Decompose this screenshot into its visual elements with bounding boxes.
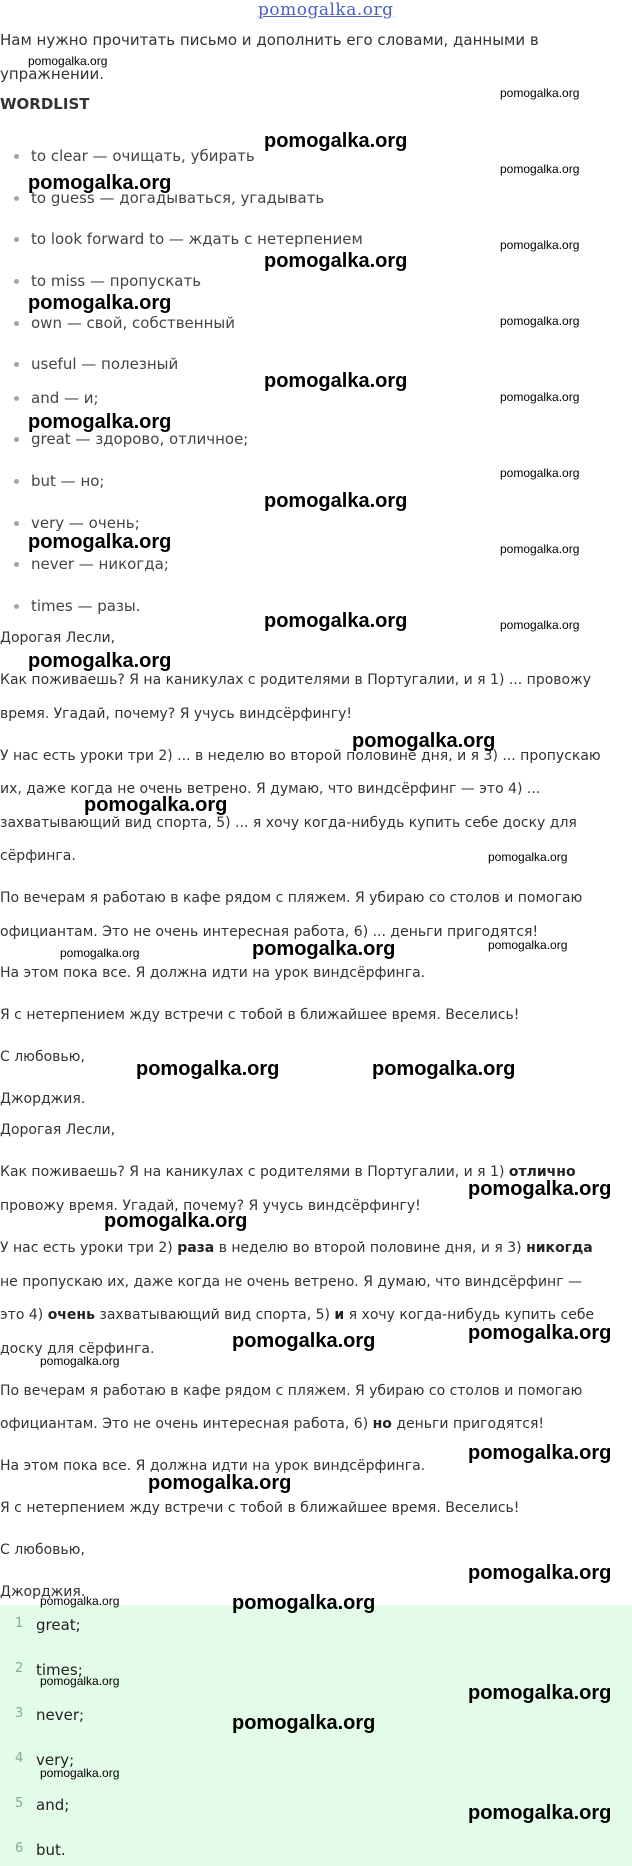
wordlist-item: useful — полезный	[14, 355, 178, 373]
watermark: pomogalka.org	[252, 938, 396, 960]
page: pomogalka.org Нам нужно прочитать письмо и дополнить его словами, данными в упражнении. WORDLIST to clear — очищать, убирать to guess — догадываться, угадывать to look forward to — ждать с нетерпением to miss — пропускать own — свой, собственный useful — полезный and — и; great — здорово, отличное; but — но; very — очень; never — никогда; times — разы. Дорогая Лесли, Как поживаешь? Я на каникулах с родителями в Португалии, и я 1) ... провожу время. Угадай, почему? Я учусь виндсёрфингу! У нас есть уроки три 2) ... в неделю во второй половине дня, и я 3) ... пропускаю их, даже когда не очень ветрено. Я думаю, что виндсёрфинг — это 4) ... захватывающий вид спорта, 5) ... я хочу когда-нибудь купить себе доску для сёрфинга. По вечерам я работаю в кафе рядом с пляжем. Я убираю со столов и помогаю официантам. Это не очень интересная работа, 6) ... деньги пригодятся! На этом пока все. Я должна идти на урок виндсёрфинга. Я с нетерпением жду встречи с тобой в ближайшее время. Веселись! С любовью, Джорджия. Дорогая Лесли, Как поживаешь? Я на каникулах с родителями в Португалии, и я 1) отлично провожу время. Угадай, почему? Я учусь виндсёрфингу! У нас есть уроки три 2) раза в неделю во второй половине дня, и я 3) никогда не пропускаю их, даже когда не очень ветрено. Я думаю, что виндсёрфинг — это 4) очень захватывающий вид спорта, 5) и я хочу когда-нибудь купить себе доску для сёрфинга. По вечерам я работаю в кафе рядом с пляжем. Я убираю со столов и помогаю официантам. Это не очень интересная работа, 6) но деньги пригодятся! На этом пока все. Я должна идти на урок виндсёрфинга. Я с нетерпением жду встречи с тобой в ближайшее время. Веселись! С любовью, Джорджия. 1 great; 2 times; 3 never; 4 very; 5 and; 6 but. pomogalka.org pomogalka.org pomogalka.org pomogalka.org pomogalka.org pomogalka.org pomogalka.org pomogalka.org pomogalka.org pomogalka.org pomogalka.org pomogalka.org pomogalka.org pomogalka.org pomogalka.org pomogalka.org pomogalka.org pomogalka.org pomogalka.org pomogalka.org pomogalka.org pomogalka.org pomogalka.org pomogalka.org pomogalka.org pomogalka.org pomogalka.org pomogalka.org pomogalka.org pomogalka.org pomogalka.org pomogalka.org pomogalka.org pomogalka.org pomogalka.org pomogalka.org pomogalka.org pomogalka.org pomogalka.org pomogalka.org pomogalka.org pomogalka.org	[0, 0, 632, 1866]
watermark: pomogalka.org	[40, 1354, 120, 1368]
wordlist-item: times — разы.	[14, 597, 141, 615]
letter2-line: не пропускаю их, даже когда не очень ветрено. Я думаю, что виндсёрфинг —	[0, 1274, 583, 1290]
letter1-closing: С любовью,	[0, 1049, 85, 1065]
watermark: pomogalka.org	[40, 1766, 120, 1780]
watermark: pomogalka.org	[468, 1562, 612, 1584]
letter1-line: время. Угадай, почему? Я учусь виндсёрфингу!	[0, 706, 352, 722]
watermark: pomogalka.org	[352, 730, 496, 752]
answer-word: раза	[177, 1240, 215, 1256]
watermark: pomogalka.org	[468, 1802, 612, 1824]
bullet-icon	[14, 437, 19, 442]
bullet-icon	[14, 396, 19, 401]
letter2-line: официантам. Это не очень интересная работа, 6) но деньги пригодятся!	[0, 1416, 545, 1432]
watermark: pomogalka.org	[264, 250, 408, 272]
watermark: pomogalka.org	[84, 794, 228, 816]
letter2-closing: С любовью,	[0, 1542, 85, 1558]
answer-word: и	[334, 1307, 345, 1323]
bullet-icon	[14, 479, 19, 484]
wordlist-item: but — но;	[14, 472, 104, 490]
letter1-signature: Джорджия.	[0, 1091, 86, 1107]
wordlist-item: to clear — очищать, убирать	[14, 147, 255, 165]
answer-block	[0, 1605, 632, 1866]
watermark: pomogalka.org	[232, 1330, 376, 1352]
watermark: pomogalka.org	[468, 1442, 612, 1464]
watermark: pomogalka.org	[264, 130, 408, 152]
wordlist-item: own — свой, собственный	[14, 314, 235, 332]
letter1-greeting: Дорогая Лесли,	[0, 630, 116, 646]
watermark: pomogalka.org	[28, 411, 172, 433]
watermark: pomogalka.org	[232, 1592, 376, 1614]
site-logo[interactable]: pomogalka.org	[258, 0, 394, 20]
watermark: pomogalka.org	[500, 314, 580, 328]
letter1-line: Как поживаешь? Я на каникулах с родителями в Португалии, и я 1) ... провожу	[0, 672, 591, 688]
letter1-line: сёрфинга.	[0, 848, 76, 864]
letter1-line: официантам. Это не очень интересная работа, 6) ... деньги пригодятся!	[0, 924, 539, 940]
watermark: pomogalka.org	[264, 490, 408, 512]
intro-line-1: Нам нужно прочитать письмо и дополнить его словами, данными в	[0, 31, 539, 49]
bullet-icon	[14, 196, 19, 201]
wordlist-item: to miss — пропускать	[14, 272, 201, 290]
bullet-icon	[14, 321, 19, 326]
watermark: pomogalka.org	[104, 1210, 248, 1232]
watermark: pomogalka.org	[468, 1682, 612, 1704]
watermark: pomogalka.org	[136, 1058, 280, 1080]
watermark: pomogalka.org	[28, 54, 108, 68]
watermark: pomogalka.org	[60, 946, 140, 960]
watermark: pomogalka.org	[500, 86, 580, 100]
letter1-line: На этом пока все. Я должна идти на урок виндсёрфинга.	[0, 965, 426, 981]
watermark: pomogalka.org	[264, 610, 408, 632]
letter1-line: Я с нетерпением жду встречи с тобой в ближайшее время. Веселись!	[0, 1007, 520, 1023]
watermark: pomogalka.org	[28, 650, 172, 672]
bullet-icon	[14, 154, 19, 159]
letter2-line: доску для сёрфинга.	[0, 1341, 155, 1357]
watermark: pomogalka.org	[40, 1674, 120, 1688]
answer-word: но	[372, 1416, 392, 1432]
bullet-icon	[14, 237, 19, 242]
letter2-signature: Джорджия.	[0, 1584, 86, 1600]
watermark: pomogalka.org	[264, 370, 408, 392]
letter1-line: их, даже когда не очень ветрено. Я думаю, что виндсёрфинг — это 4) ...	[0, 781, 541, 797]
letter2-line: это 4) очень захватывающий вид спорта, 5) и я хочу когда-нибудь купить себе	[0, 1307, 595, 1323]
wordlist-item: great — здорово, отличное;	[14, 430, 248, 448]
watermark: pomogalka.org	[500, 238, 580, 252]
letter1-line: У нас есть уроки три 2) ... в неделю во второй половине дня, и я 3) ... пропускаю	[0, 748, 601, 764]
watermark: pomogalka.org	[500, 162, 580, 176]
watermark: pomogalka.org	[468, 1322, 612, 1344]
watermark: pomogalka.org	[468, 1178, 612, 1200]
letter2-line: Я с нетерпением жду встречи с тобой в ближайшее время. Веселись!	[0, 1500, 520, 1516]
watermark: pomogalka.org	[500, 466, 580, 480]
watermark: pomogalka.org	[500, 542, 580, 556]
letter1-line: По вечерам я работаю в кафе рядом с пляжем. Я убираю со столов и помогаю	[0, 890, 583, 906]
watermark: pomogalka.org	[500, 618, 580, 632]
bullet-icon	[14, 362, 19, 367]
watermark: pomogalka.org	[232, 1712, 376, 1734]
watermark: pomogalka.org	[372, 1058, 516, 1080]
letter1-line: захватывающий вид спорта, 5) ... я хочу когда-нибудь купить себе доску для	[0, 815, 577, 831]
answer-word: очень	[47, 1307, 95, 1323]
wordlist-title: WORDLIST	[0, 95, 90, 113]
wordlist-item: very — очень;	[14, 514, 140, 532]
bullet-icon	[14, 604, 19, 609]
watermark: pomogalka.org	[28, 292, 172, 314]
wordlist-item: to look forward to — ждать с нетерпением	[14, 230, 363, 248]
answer-word: отлично	[508, 1164, 576, 1180]
letter2-greeting: Дорогая Лесли,	[0, 1122, 116, 1138]
wordlist-item: to guess — догадываться, угадывать	[14, 189, 324, 207]
watermark: pomogalka.org	[40, 1594, 120, 1608]
watermark: pomogalka.org	[488, 938, 568, 952]
letter2-line: Как поживаешь? Я на каникулах с родителями в Португалии, и я 1) отлично	[0, 1164, 576, 1180]
letter2-line: На этом пока все. Я должна идти на урок виндсёрфинга.	[0, 1458, 426, 1474]
watermark: pomogalka.org	[28, 531, 172, 553]
watermark: pomogalka.org	[488, 850, 568, 864]
letter2-line: У нас есть уроки три 2) раза в неделю во второй половине дня, и я 3) никогда	[0, 1240, 593, 1256]
bullet-icon	[14, 279, 19, 284]
watermark: pomogalka.org	[28, 172, 172, 194]
watermark: pomogalka.org	[500, 390, 580, 404]
intro-line-2: упражнении.	[0, 65, 105, 83]
wordlist-item: never — никогда;	[14, 555, 169, 573]
answer-word: никогда	[526, 1240, 593, 1256]
watermark: pomogalka.org	[148, 1472, 292, 1494]
bullet-icon	[14, 562, 19, 567]
letter2-line: провожу время. Угадай, почему? Я учусь виндсёрфингу!	[0, 1198, 421, 1214]
bullet-icon	[14, 521, 19, 526]
letter2-line: По вечерам я работаю в кафе рядом с пляжем. Я убираю со столов и помогаю	[0, 1383, 583, 1399]
wordlist-item: and — и;	[14, 389, 99, 407]
